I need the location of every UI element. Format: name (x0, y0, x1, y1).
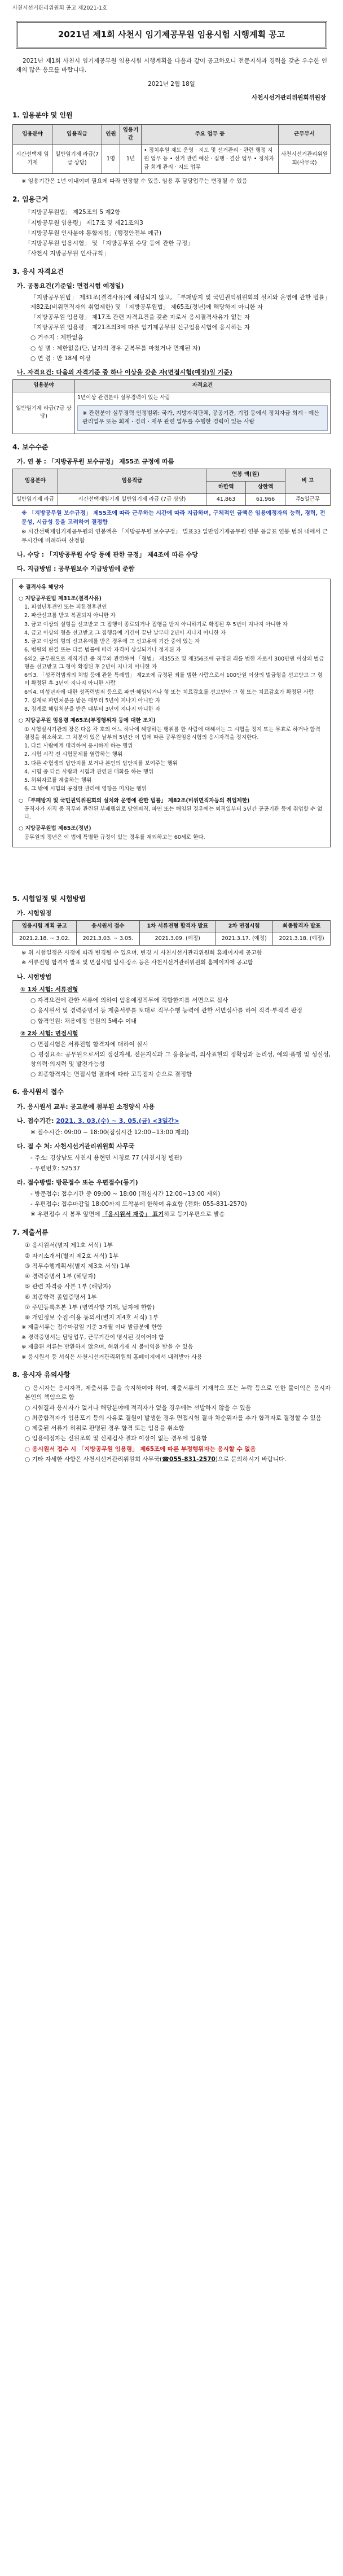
contact-phone: ☎055-831-2570 (161, 1455, 216, 1463)
schedule-note-1: ※ 위 시험일정은 사정에 따라 변경될 수 있으며, 변경 시 사천시선거관리위원회 홈페이지에 공고함 (21, 950, 262, 956)
legal-basis-item: 「사천시 지방공무원 인사규칙」 (25, 250, 109, 257)
table-row: 시간선택제 임기제 일반임기제 라급(7급 상당) 1명 1년 • 정치후원 제도 운영 · 지도 및 선거관리 · 관련 행정 지원 업무 등 • 선거 관련 예산 · 집행 · 결산 업무 • 정치자금 회계 관리 · 지도 업무 사천시선거관리위원회(사무국) (13, 145, 331, 174)
position-table (12, 124, 331, 174)
legal-basis-item: 「지방공무원 임용시험」 및 「지방공무원 수당 등에 관한 규정」 (25, 240, 194, 247)
salary-heading: 가. 연 봉 : 「지방공무원 보수규정」 제55조 규정에 따름 (17, 458, 174, 466)
disqualification-box: ※ 결격사유 해당자 ○ 지방공무원법 제31조(결격사유) 1. 피성년후견인 또는 피한정후견인 2. 파산선고를 받고 복권되지 아니한 자 3. 금고 이상의 실형을 선고받고 그 집행이 종료되거나 집행을 받지 아니하기로 확정된 후 5년이 지나지 아니한 자 4. 금고 이상의 형을 선고받고 그 집행유예 기간이 끝난 날부터 2년이 지나지 아니한 자 5. 금고 이상의 형의 선고유예를 받은 경우에 그 선고유예 기간 중에 있는 자 6. 법원의 판결 또는 다른 법률에 따라 자격이 상실되거나 정지된 자 6의2. 공무원으로 재직기간 중 직무와 관련하여 「형법」 제355조 및 제356조에 규정된 죄를 범한 자로서 300만원 이상의 벌금형을 선고받고 그 형이 확정된 후 2년이 지나지 아니한 자 6의3. 「성폭력범죄의 처벌 등에 관한 특례법」 제2조에 규정된 죄를 범한 사람으로서 100만원 이상의 벌금형을 선고받고 그 형이 확정된 후 3년이 지나지 아니한 사람 6의4. 미성년자에 대한 성폭력범죄 등으로 파면·해임되거나 형 또는 치료감호를 선고받아 그 형 또는 치료감호가 확정된 사람 7. 징계로 파면처분을 받은 때부터 5년이 지나지 아니한 자 8. 징계로 해임처분을 받은 때부터 3년이 지나지 아니한 자 ○ 지방공무원 임용령 제65조(부정행위자 등에 대한 조치) ① 시험실시기관의 장은 다음 각 호의 어느 하나에 해당하는 행위를 한 사람에 대해서는 그 시험을 정지 또는 무효로 하거나 합격 결정을 취소하고, 그 처분이 있은 날부터 5년간 이 법에 따른 공무원임용시험의 응시자격을 정지한다. 1. 다른 사람에게 대리하여 응시하게 하는 행위 2. 시험 시작 전 시험문제를 열람하는 행위 3. 다른 수험생의 답안지를 보거나 본인의 답안지를 보여주는 행위 4. 시험 중 다른 사람과 시험과 관련된 대화를 하는 행위 5. 허위자료를 제출하는 행위 6. 그 밖에 시험의 공정한 관리에 영향을 미치는 행위 ○ 「부패방지 및 국민권익위원회의 설치와 운영에 관한 법률」 제82조(비위면직자등의 취업제한) 공직자가 재직 중 직무와 관련된 부패행위로 당연퇴직, 파면 또는 해임된 경우에는 퇴직일부터 5년간 공공기관 등에 취업할 수 없다. ○ 지방공무원법 제65조(정년) 공무원의 정년은 이 법에 특별한 규정이 있는 경우를 제외하고는 60세로 한다. (12, 579, 331, 847)
document-item: ⑦ 주민등록초본 1부 (병역사항 기재, 남자에 한함) (25, 1304, 155, 1311)
qualification-heading: 나. 자격요건: 다음의 자격기준 중 하나 이상을 갖춘 자(면접시험(예정)일 기준) (17, 369, 232, 377)
section-6-heading: 6. 응시원서 접수 (12, 1088, 64, 1096)
col-dept: 근무부서 (279, 124, 331, 145)
caution-item: ○ 시험결과 응시자가 없거나 해당분야에 적격자가 없을 경우에는 선발하지 않을 수 있음 (25, 1404, 251, 1411)
col-period: 임용기간 (120, 124, 142, 145)
caution-item: ○ 임용예정자는 신원조회 및 신체검사 결과 이상이 없는 경우에 임용함 (25, 1435, 208, 1442)
method-heading: 나. 시험방법 (17, 973, 52, 981)
common-requirements-heading: 가. 공통요건(기준일: 면접시험 예정일) (17, 282, 124, 290)
reception-place-heading: 다. 접 수 처: 사천시선거관리위원회 사무국 (17, 1143, 135, 1151)
salary-table: 임용분야 임용직급 연봉 액(원) 비 고 하한액 상한액 일반임기제 라급 시간선택제임기제 일반임기제 라급 (7급 상당) 41,863 61,966 주5일근무 (12, 469, 331, 506)
mail-note: ※ 우편접수 시 봉투 앞면에 「응시원서 재중」 표기하고 등기우편으로 발송 (30, 1211, 225, 1218)
salary-note-2: ※ 시간선택제임기제공무원의 연봉액은 「지방공무원 보수규정」 별표33 일반임기제공무원 연봉 등급표 연봉 범위 내에서 근무시간에 비례하여 산정함 (21, 529, 328, 544)
caution-item: ○ 최종합격자가 임용포기 등의 사유로 결원이 발생한 경우 면접시험 결과 차순위자를 추가 합격자로 결정할 수 있음 (25, 1414, 322, 1422)
document-note: ※ 제출된 서류는 반환하지 않으며, 허위기재 시 불이익을 받을 수 있음 (21, 1344, 194, 1351)
box-heading: ○ 지방공무원법 제31조(결격사유) (19, 595, 102, 602)
residence-line: ○ 거주지 : 제한없음 (30, 334, 83, 342)
requirement-item: 「지방공무원법」 제31조(결격사유)에 해당되지 않고, 「부패방지 및 국민권익위원회의 설치와 운영에 관한 법률」 제82조(비위면직자의 취업제한) 및 「지방공무원법」 제65조(정년)에 해당하지 아니한 자 (30, 294, 331, 310)
experience-scope-note: ※ 관련분야 실무경력 인정범위: 국가, 지방자치단체, 공공기관, 기업 등에서 정치자금 회계 · 예산 관리업무 또는 회계 · 경리 · 재무 관련 업무를 수행한 경력이 있는 사람 (77, 405, 328, 431)
table-row: 2021.2.18. ~ 3.02. 2021.3.03. ~ 3.05. 2021.3.09. (예정) 2021.3.17. (예정) 2021.3.18. (예정) (13, 933, 331, 946)
document-item: ⑧ 개인정보 수집·이용 동의서(별지 제4호 서식) 1부 (25, 1314, 159, 1322)
first-exam-heading: ① 1차 시험: 서류전형 (20, 986, 78, 993)
page: 사천시선거관리위원회 공고 제2021-1호 2021년 제1회 사천시 임기제공무원 임용시험 시행계획 공고 2021년 제1회 사천시 임기제공무원 임용시험 시행계획을 다음과 같이 공고하오니 전문지식과 경력을 갖춘 우수한 인재의 많은 응모를 바랍니다. 2021년 2월 18일 사천시선거관리위원회위원장 1. 임용분야 및 인원 임용분야 임용직급 인원 임용기간 주요 업무 등 근무부서 시간선택제 임기제 일반임기제 라급(7급 상당) 1명 1년 • 정치후원 제도 운영 · 지도 및 선거관리 · 관련 행정 지원 업무 등 • 선거 관련 예산 · 집행 · 결산 업무 • 정치자금 회계 관리 · 지도 업무 사천시선거관리위원회(사무국) ※ 임용기간은 1년 이내이며 필요에 따라 연장할 수 있음. 임용 후 담당업무는 변경될 수 있음 2. 임용근거 「지방공무원법」 제25조의 5 제2항 「지방공무원 임용령」 제17조 및 제21조의3 「지방공무원 인사분야 통합지침」(행정안전부 예규) 「지방공무원 임용시험」 및 「지방공무원 수당 등에 관한 규정」 「사천시 지방공무원 인사규칙」 3. 응시 자격요건 가. 공통요건(기준일: 면접시험 예정일) 「지방공무원법」 제31조(결격사유)에 해당되지 않고, 「부패방지 및 국민권익위원회의 설치와 운영에 관한 법률」 제82조(비위면직자의 취업제한) 및 「지방공무원법」 제65조(정년)에 해당하지 아니한 자 「지방공무원 임용령」 제17조 관련 자격요건을 갖춘 자로서 응시결격사유가 없는 자 「지방공무원 임용령」 제21조의3에 따른 임기제공무원 신규임용시험에 응시하는 자 ○ 거주지 : 제한없음 ○ 성 별 : 제한없음(단, 남자의 경우 군복무를 마쳤거나 면제된 자) ○ 연 령 : 만 18세 이상 나. 자격요건: 다음의 자격기준 중 하나 이상을 갖춘 자(면접시험(예정)일 기준) 임용분야 자격요건 일반임기제 라급(7급 상당) 1년이상 관련분야 실무경력이 있는 사람 ※ 관련분야 실무경력 인정범위: 국가, 지방자치단체, 공공기관, 기업 등에서 정치자금 회계 · 예산 관리업무 또는 회계 · 경리 · 재무 관련 업무를 수행한 경력이 있는 사람 4. 보수수준 가. 연 봉 : 「지방공무원 보수규정」 제55조 규정에 따름 임용분야 임용직급 연봉 액(원) 비 고 하한액 상한액 일반임기제 라급 시간선택제임기제 일반임기제 라급 (7급 상당) 41,863 61,966 주5일근무 ※ 「지방공무원 보수규정」 제55조에 따라 근무하는 시간에 따라 지급하며, 구체적인 금액은 임용예정자의 능력, 경력, 전문성, 시급성 등을 고려하여 결정함 ※ 시간선택제임기제공무원의 연봉액은 「지방공무원 보수규정」 별표33 일반임기제공무원 연봉 등급표 연봉 범위 내에서 근무시간에 비례하여 산정함 나. 수당 : 「지방공무원 수당 등에 관한 규정」 제4조에 따른 수당 다. 지급방법 : 공무원보수 지급방법에 준함 ※ 결격사유 해당자 ○ 지방공무원법 제31조(결격사유) 1. 피성년후견인 또는 피한정후견인 2. 파산선고를 받고 복권되지 아니한 자 3. 금고 이상의 실형을 선고받고 그 집행이 종료되거나 집행을 받지 아니하기로 확정된 후 5년이 지나지 아니한 자 4. 금고 이상의 형을 선고받고 그 집행유예 기간이 끝난 날부터 2년이 지나지 아니한 자 5. 금고 이상의 형의 선고유예를 받은 경우에 그 선고유예 기간 중에 있는 자 6. 법원의 판결 또는 다른 법률에 따라 자격이 상실되거나 정지된 자 6의2. 공무원으로 재직기간 중 직무와 관련하여 「형법」 제355조 및 제356조에 규정된 죄를 범한 자로서 300만원 이상의 벌금형을 선고받고 그 형이 확정된 후 2년이 지나지 아니한 자 6의3. 「성폭력범죄의 처벌 등에 관한 특례법」 제2조에 규정된 죄를 범한 사람으로서 100만원 이상의 벌금형을 선고받고 그 형이 확정된 후 3년이 지나지 아니한 사람 6의4. 미성년자에 대한 성폭력범죄 등으로 파면·해임되거나 형 또는 치료감호를 선고받아 그 형 또는 치료감호가 확정된 사람 7. 징계로 파면처분을 받은 때부터 5년이 지나지 아니한 자 8. 징계로 해임처분을 받은 때부터 3년이 지나지 아니한 자 ○ 지방공무원 임용령 제65조(부정행위자 등에 대한 조치) ① 시험실시기관의 장은 다음 각 호의 어느 하나에 해당하는 행위를 한 사람에 대해서는 그 시험을 정지 또는 무효로 하거나 합격 결정을 취소하고, 그 처분이 있은 날부터 5년간 이 법에 따른 공무원임용시험의 응시자격을 정지한다. 1. 다른 사람에게 대리하여 응시하게 하는 행위 2. 시험 시작 전 시험문제를 열람하는 행위 3. 다른 수험생의 답안지를 보거나 본인의 답안지를 보여주는 행위 4. 시험 중 다른 사람과 시험과 관련된 대화를 하는 행위 5. 허위자료를 제출하는 행위 6. 그 밖에 시험의 공정한 관리에 영향을 미치는 행위 ○ 「부패방지 및 국민권익위원회의 설치와 운영에 관한 법률」 제82조(비위면직자등의 취업제한) 공직자가 재직 중 직무와 관련된 부패행위로 당연퇴직, 파면 또는 해임된 경우에는 퇴직일부터 5년간 공공기관 등에 취업할 수 없다. ○ 지방공무원법 제65조(정년) 공무원의 정년은 이 법에 특별한 규정이 있는 경우를 제외하고는 60세로 한다. 5. 시험일정 및 시험방법 가. 시험일정 임용시험 계획 공고 응시원서 접수 1차 서류전형 합격자 발표 2차 면접시험 최종합격자 발표 2021.2.18. ~ 3.02. 2021.3.03. ~ 3.05. 2021.3.09. (예정) 2021.3.17. (예정) 2021.3.18. (예정) ※ 위 시험일정은 사정에 따라 변경될 수 있으며, 변경 시 사천시선거관리위원회 홈페이지에 공고함 ※ 서류전형 합격자 발표 및 면접시험 일시·장소 등은 사천시선거관리위원회 홈페이지에 공고함 나. 시험방법 ① 1차 시험: 서류전형 ○ 자격요건에 관한 서류에 의하여 임용예정직무에 적합한지를 서면으로 심사 ○ 응시원서 및 경력증명서 등 제출서류를 토대로 직무수행 능력에 관한 서면심사를 하여 적격·부적격 판정 ○ 합격인원: 채용예정 인원의 5배수 이내 ② 2차 시험: 면접시험 ○ 면접시험은 서류전형 합격자에 대하여 실시 ○ 평정요소: 공무원으로서의 정신자세, 전문지식과 그 응용능력, 의사표현의 정확성과 논리성, 예의·품행 및 성실성, 창의력·의지력 및 발전가능성 ○ 최종합격자는 면접시험 결과에 따라 고득점자 순으로 결정함 6. 응시원서 접수 가. 응시원서 교부: 공고문에 첨부된 소정양식 사용 나. 접수기간: 2021. 3. 03.(수) ~ 3. 05.(금) <3일간> ※ 접수시간: 09:00 ~ 18:00(점심시간 12:00~13:00 제외) 다. 접 수 처: 사천시선거관리위원회 사무국 - 주소: 경상남도 사천시 용현면 시청로 77 (사천시청 별관) - 우편번호: 52537 라. 접수방법: 방문접수 또는 우편접수(등기) - 방문접수: 접수기간 중 09:00 ~ 18:00 (점심시간 12:00~13:00 제외) - 우편접수: 접수마감일 18:00까지 도착분에 한하여 유효함 (전화: 055-831-2570) ※ 우편접수 시 봉투 앞면에 「응시원서 재중」 표기하고 등기우편으로 발송 7. 제출서류 ① 응시원서(별지 제1호 서식) 1부 ② 자기소개서(별지 제2호 서식) 1부 ③ 직무수행계획서(별지 제3호 서식) 1부 ④ 경력증명서 1부 (해당자) ⑤ 관련 자격증 사본 1부 (해당자) ⑥ 최종학력 졸업증명서 1부 ⑦ 주민등록초본 1부 (병역사항 기재, 남자에 한함) ⑧ 개인정보 수집·이용 동의서(별지 제4호 서식) 1부 ※ 제출서류는 접수마감일 기준 3개월 이내 발급분에 한함 ※ 경력증명서는 담당업무, 근무기간이 명시된 것이어야 함 ※ 제출된 서류는 반환하지 않으며, 허위기재 시 불이익을 받을 수 있음 ※ 응시원서 등 서식은 사천시선거관리위원회 홈페이지에서 내려받아 사용 8. 응시자 유의사항 ○ 응시자는 응시자격, 제출서류 등을 숙지하여야 하며, 제출서류의 기재착오 또는 누락 등으로 인한 불이익은 응시자 본인의 책임으로 함 ○ 시험결과 응시자가 없거나 해당분야에 적격자가 없을 경우에는 선발하지 않을 수 있음 ○ 최종합격자가 임용포기 등의 사유로 결원이 발생한 경우 면접시험 결과 차순위자를 추가 합격자로 결정할 수 있음 ○ 제출된 서류가 허위로 판명된 경우 합격 또는 임용을 취소함 ○ 임용예정자는 신원조회 및 신체검사 결과 이상이 없는 경우에 임용함 ○ 응시원서 접수 시 「지방공무원 임용령」 제65조에 따른 부정행위자는 응시할 수 없음 ○ 기타 자세한 사항은 사천시선거관리위원회 사무국(☎055-831-2570)으로 문의하시기 바랍니다. (0, 0, 343, 1482)
section-5-heading: 5. 시험일정 및 시험방법 (12, 894, 86, 903)
document-note: ※ 경력증명서는 담당업무, 근무기간이 명시된 것이어야 함 (21, 1334, 164, 1341)
gender-line: ○ 성 별 : 제한없음(단, 남자의 경우 군복무를 마쳤거나 면제된 자) (30, 344, 201, 352)
document-number: 사천시선거관리위원회 공고 제2021-1호 (12, 5, 108, 11)
table-row: 일반임기제 라급 시간선택제임기제 일반임기제 라급 (7급 상당) 41,863 61,966 주5일근무 (13, 493, 331, 506)
legal-basis-item: 「지방공무원법」 제25조의 5 제2항 (25, 209, 121, 216)
section-1-note: ※ 임용기간은 1년 이내이며 필요에 따라 연장할 수 있음. 임용 후 담당업무는 변경될 수 있음 (21, 178, 248, 185)
document-item: ⑤ 관련 자격증 사본 1부 (해당자) (25, 1283, 111, 1291)
col-count: 인원 (102, 124, 120, 145)
box-heading: ○ 지방공무원법 제65조(정년) (19, 825, 91, 832)
reception-time: ※ 접수시간: 09:00 ~ 18:00(점심시간 12:00~13:00 제외) (30, 1129, 189, 1136)
box-heading: ○ 지방공무원 임용령 제65조(부정행위자 등에 대한 조치) (19, 718, 156, 724)
table-row: 일반임기제 라급(7급 상당) 1년이상 관련분야 실무경력이 있는 사람 ※ 관련분야 실무경력 인정범위: 국가, 지방자치단체, 공공기관, 기업 등에서 정치자금 회계 · 예산 관리업무 또는 회계 · 경리 · 재무 관련 업무를 수행한 경력이 있는 사람 (13, 392, 331, 434)
salary-note-1: ※ 「지방공무원 보수규정」 제55조에 따라 근무하는 시간에 따라 지급하며, 구체적인 금액은 임용예정자의 능력, 경력, 전문성, 시급성 등을 고려하여 결정함 (21, 510, 326, 526)
document-item: ⑥ 최종학력 졸업증명서 1부 (25, 1293, 97, 1301)
requirement-item: 「지방공무원 임용령」 제21조의3에 따른 임기제공무원 신규임용시험에 응시하는 자 (30, 324, 250, 331)
page-gap (12, 852, 331, 886)
reception-method-heading: 라. 접수방법: 방문접수 또는 우편접수(등기) (17, 1178, 138, 1186)
schedule-table: 임용시험 계획 공고 응시원서 접수 1차 서류전형 합격자 발표 2차 면접시험 최종합격자 발표 2021.2.18. ~ 3.02. 2021.3.03. ~ 3.05. 2021.3.09. (예정) 2021.3.17. (예정) 2021.3.18. (예정) (12, 920, 331, 945)
caution-item: ○ 응시자는 응시자격, 제출서류 등을 숙지하여야 하며, 제출서류의 기재착오 또는 누락 등으로 인한 불이익은 응시자 본인의 책임으로 함 (25, 1384, 331, 1401)
announcement-title: 2021년 제1회 사천시 임기제공무원 임용시험 시행계획 공고 (16, 21, 327, 49)
legal-basis-item: 「지방공무원 임용령」 제17조 및 제21조의3 (25, 219, 143, 226)
contact-line: ○ 기타 자세한 사항은 사천시선거관리위원회 사무국(☎055-831-2570)으로 문의하시기 바랍니다. (25, 1455, 287, 1463)
section-7-heading: 7. 제출서류 (12, 1228, 49, 1236)
document-note: ※ 응시원서 등 서식은 사천시선거관리위원회 홈페이지에서 내려받아 사용 (21, 1354, 203, 1361)
qualification-table: 임용분야 자격요건 일반임기제 라급(7급 상당) 1년이상 관련분야 실무경력이 있는 사람 ※ 관련분야 실무경력 인정범위: 국가, 지방자치단체, 공공기관, 기업 등에서 정치자금 회계 · 예산 관리업무 또는 회계 · 경리 · 재무 관련 업무를 수행한 경력이 있는 사람 (12, 379, 331, 434)
form-heading: 가. 응시원서 교부: 공고문에 첨부된 소정양식 사용 (17, 1103, 155, 1110)
section-4-heading: 4. 보수수준 (12, 443, 49, 451)
period-heading: 나. 접수기간: 2021. 3. 03.(수) ~ 3. 05.(금) <3일간> (17, 1117, 179, 1125)
schedule-heading: 가. 시험일정 (17, 909, 52, 917)
legal-basis-item: 「지방공무원 인사분야 통합지침」(행정안전부 예규) (25, 229, 162, 237)
announcement-date: 2021년 2월 18일 (148, 80, 195, 88)
col-duties: 주요 업무 등 (142, 124, 279, 145)
age-line: ○ 연 령 : 만 18세 이상 (30, 355, 91, 362)
col-grade: 임용직급 (52, 124, 102, 145)
schedule-note-2: ※ 서류전형 합격자 발표 및 면접시험 일시·장소 등은 사천시선거관리위원회 홈페이지에 공고함 (21, 960, 253, 966)
box-heading: ○ 「부패방지 및 국민권익위원회의 설치와 운영에 관한 법률」 제82조(비위면직자등의 취업제한) (19, 797, 250, 804)
intro-paragraph: 2021년 제1회 사천시 임기제공무원 임용시험 시행계획을 다음과 같이 공고하오니 전문지식과 경력을 갖춘 우수한 인재의 많은 응모를 바랍니다. (16, 57, 327, 74)
payment-method-heading: 다. 지급방법 : 공무원보수 지급방법에 준함 (17, 565, 135, 573)
document-item: ② 자기소개서(별지 제2호 서식) 1부 (25, 1252, 119, 1259)
section-8-heading: 8. 응시자 유의사항 (12, 1371, 71, 1379)
caution-item-red: ○ 응시원서 접수 시 「지방공무원 임용령」 제65조에 따른 부정행위자는 응시할 수 없음 (25, 1445, 256, 1453)
section-2-heading: 2. 임용근거 (12, 195, 49, 203)
allowance-heading: 나. 수당 : 「지방공무원 수당 등에 관한 규정」 제4조에 따른 수당 (17, 551, 198, 559)
document-item: ③ 직무수행계획서(별지 제3호 서식) 1부 (25, 1262, 130, 1270)
section-1-heading: 1. 임용분야 및 인원 (12, 111, 73, 120)
document-item: ① 응시원서(별지 제1호 서식) 1부 (25, 1242, 113, 1249)
box-title: ※ 결격사유 해당자 (19, 584, 64, 591)
qualification-req: 1년이상 관련분야 실무경력이 있는 사람 (77, 394, 170, 401)
requirement-item: 「지방공무원 임용령」 제17조 관련 자격요건을 갖춘 자로서 응시결격사유가 없는 자 (30, 313, 250, 321)
application-period: 2021. 3. 03.(수) ~ 3. 05.(금) <3일간> (56, 1117, 179, 1125)
issuer-name: 사천시선거관리위원회위원장 (252, 94, 326, 101)
document-item: ④ 경력증명서 1부 (해당자) (25, 1273, 96, 1280)
section-3-heading: 3. 응시 자격요건 (12, 267, 64, 275)
document-note: ※ 제출서류는 접수마감일 기준 3개월 이내 발급분에 한함 (21, 1324, 162, 1331)
second-exam-heading: ② 2차 시험: 면접시험 (20, 1030, 78, 1037)
caution-item: ○ 제출된 서류가 허위로 판명된 경우 합격 또는 임용을 취소함 (25, 1425, 184, 1432)
col-field: 임용분야 (13, 124, 52, 145)
